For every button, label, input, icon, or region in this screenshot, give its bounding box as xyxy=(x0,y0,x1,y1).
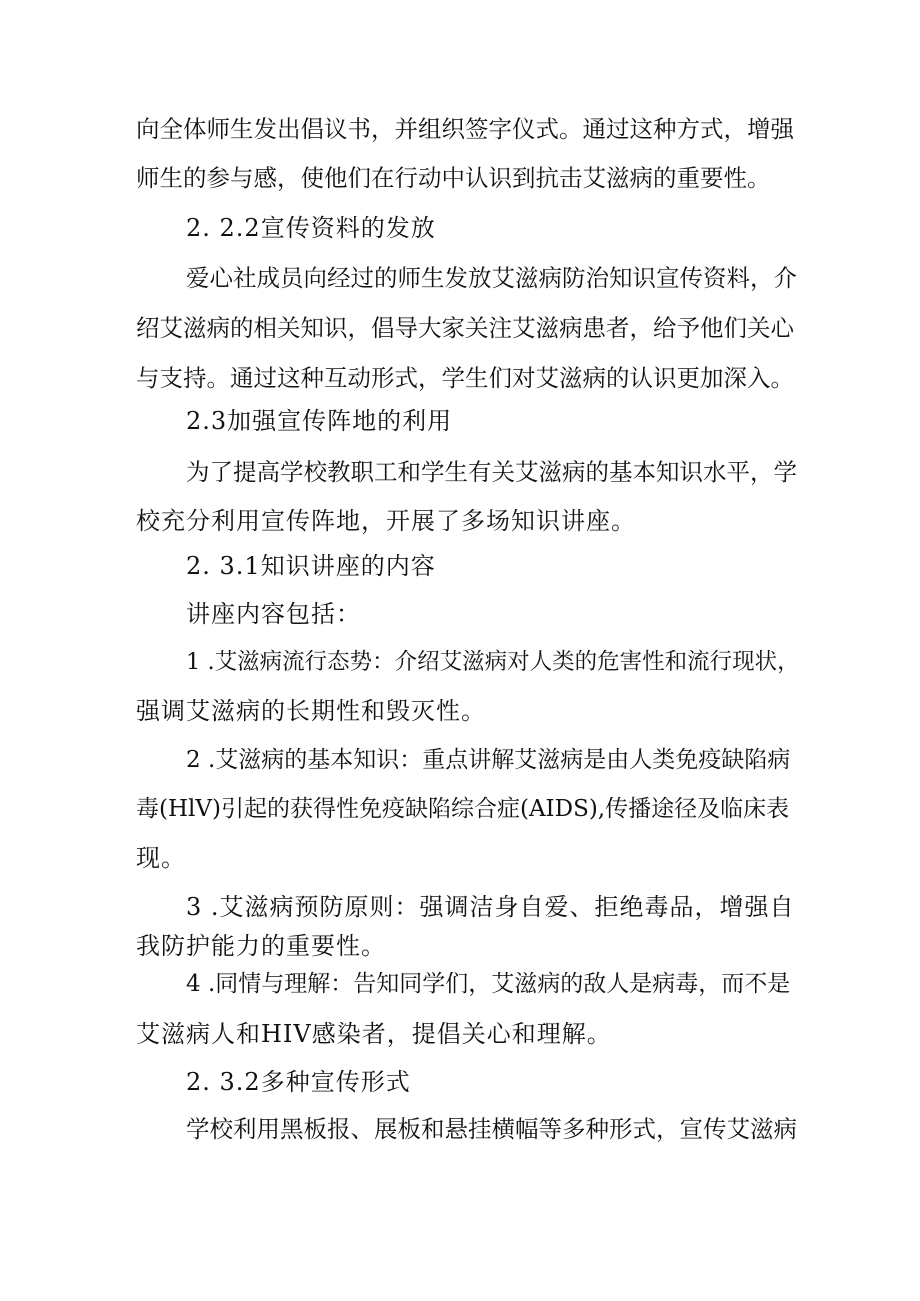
section-heading: 2. 2.2宣传资料的发放 xyxy=(186,214,436,242)
paragraph-line: 校充分利用宣传阵地，开展了多场知识讲座。 xyxy=(136,507,636,535)
paragraph-line: 向全体师生发出倡议书，并组织签字仪式。通过这种方式，增强 xyxy=(136,115,794,143)
list-item: 2 .艾滋病的基本知识：重点讲解艾滋病是由人类免疫缺陷病 xyxy=(186,747,791,773)
paragraph-line: 讲座内容包括： xyxy=(186,600,361,628)
list-item-continuation: 艾滋病人和HIV感染者，提倡关心和理解。 xyxy=(136,1020,612,1048)
paragraph-line: 学校利用黑板报、展板和悬挂横幅等多种形式，宣传艾滋病 xyxy=(186,1115,797,1143)
paragraph-line: 为了提高学校教职工和学生有关艾滋病的基本知识水平，学 xyxy=(186,458,797,486)
list-item: 3 .艾滋病预防原则：强调洁身自爱、拒绝毒品，增强自 xyxy=(186,893,795,921)
section-heading: 2.3加强宣传阵地的利用 xyxy=(186,407,453,435)
section-heading: 2. 3.1知识讲座的内容 xyxy=(186,552,436,580)
paragraph-line: 绍艾滋病的相关知识，倡导大家关注艾滋病患者，给予他们关心 xyxy=(136,314,794,342)
list-item: 4 .同情与理解：告知同学们，艾滋病的敌人是病毒，而不是 xyxy=(186,971,791,997)
paragraph-line: 师生的参与感，使他们在行动中认识到抗击艾滋病的重要性。 xyxy=(136,164,771,192)
list-item-continuation: 强调艾滋病的长期性和毁灭性。 xyxy=(136,697,486,725)
list-item-continuation: 现。 xyxy=(136,844,186,872)
paragraph-line: 爱心社成员向经过的师生发放艾滋病防治知识宣传资料，介 xyxy=(186,264,797,292)
list-item-continuation: 毒(HlV)引起的获得性免疫缺陷综合症(AIDS),传播途径及临床表 xyxy=(136,796,790,822)
section-heading: 2. 3.2多种宣传形式 xyxy=(186,1068,411,1096)
paragraph-line: 与支持。通过这种互动形式，学生们对艾滋病的认识更加深入。 xyxy=(136,364,794,392)
list-item-continuation: 我防护能力的重要性。 xyxy=(136,932,386,960)
list-item: 1 .艾滋病流行态势：介绍艾滋病对人类的危害性和流行现状， xyxy=(186,649,800,675)
